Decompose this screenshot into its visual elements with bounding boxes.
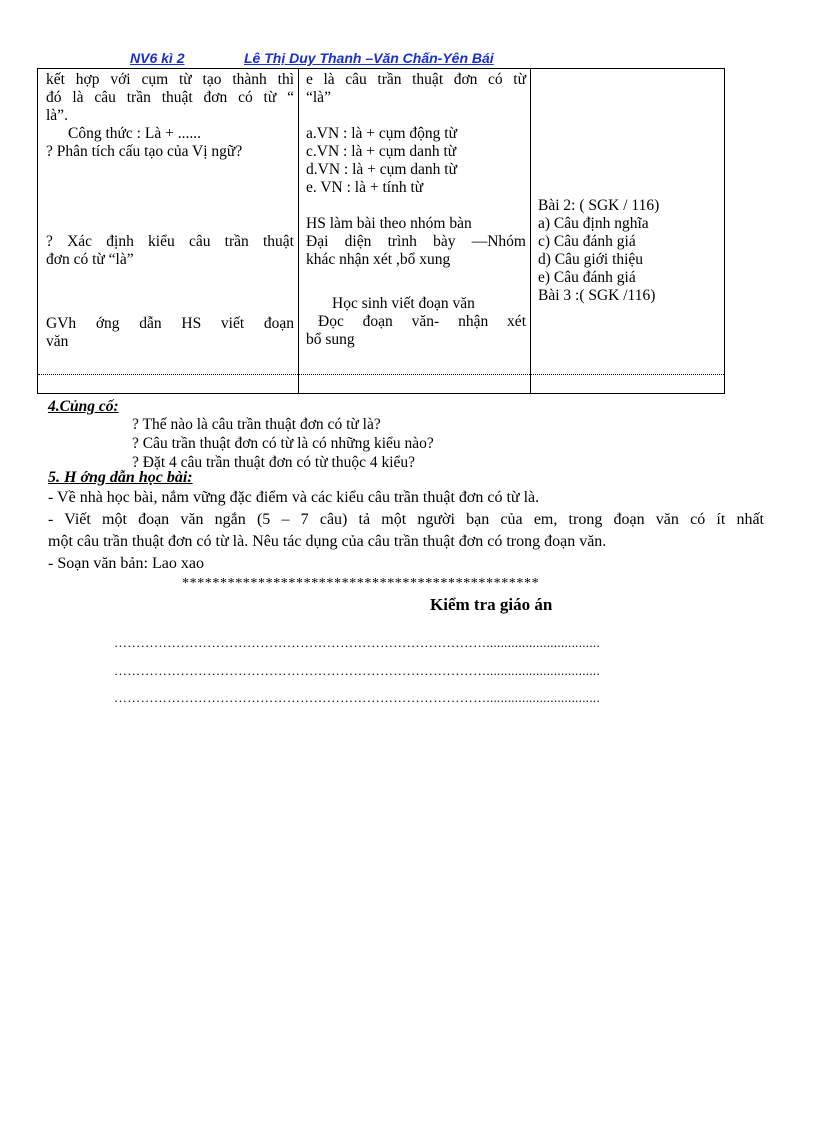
exercise-text: Bài 2: ( SGK / 116) — [538, 197, 660, 214]
exercise-text: e) Câu đánh giá — [538, 269, 636, 286]
instruction-text: một câu trần thuật đơn có từ là. Nêu tác dụng của câu trần thuật đơn có trong đoạn văn. — [48, 533, 607, 550]
column-divider — [530, 69, 531, 393]
table-text: khác nhận xét ,bổ xung — [306, 251, 451, 268]
table-text: GVh ớng dẫn HS viết đoạn — [46, 315, 294, 332]
lesson-table — [37, 68, 725, 394]
instruction-text: - Về nhà học bài, nắm vững đặc điểm và các kiểu câu trần thuật đơn có từ là. — [48, 489, 540, 506]
check-title: Kiểm tra giáo án — [430, 595, 553, 614]
exercise-text: c) Câu đánh giá — [538, 233, 636, 250]
instruction-text: - Soạn văn bản: Lao xao — [48, 555, 204, 572]
table-text: là”. — [46, 107, 68, 124]
table-text: văn — [46, 333, 69, 350]
table-text: e là câu trần thuật đơn có từ — [306, 71, 526, 88]
section-title: 5. H ớng dẫn học bài: — [48, 469, 193, 486]
section-huong-dan — [48, 469, 764, 575]
table-text: Đại diện trình bày —Nhóm — [306, 233, 526, 250]
exercise-text: Bài 3 :( SGK /116) — [538, 287, 656, 304]
table-text: e. VN : là + tính từ — [306, 179, 424, 196]
question-text: ? Đặt 4 câu trần thuật đơn có từ thuộc 4 kiểu? — [132, 454, 416, 471]
cung-co-questions — [132, 415, 434, 472]
question-text: đơn có từ “là” — [46, 251, 134, 268]
signature-line: …………………………………………………………………………................................ — [114, 635, 600, 650]
exercise-text: d) Câu giới thiệu — [538, 251, 644, 268]
row-divider — [38, 374, 724, 375]
star-divider: *********************************************** — [182, 576, 540, 591]
section-cung-co — [48, 397, 119, 416]
table-text: đó là câu trần thuật đơn có từ “ — [46, 89, 294, 106]
column-divider — [298, 69, 299, 393]
header-subject: NV6 kì 2 — [130, 50, 185, 66]
table-text: Học sinh viết đoạn văn — [332, 295, 475, 312]
table-col-exercises — [538, 197, 720, 305]
table-text: HS làm bài theo nhóm bàn — [306, 215, 472, 232]
table-col-teacher — [46, 71, 294, 351]
instruction-text: - Viết một đoạn văn ngắn (5 – 7 câu) tả một người bạn của em, trong đoạn văn có ít nhất — [48, 511, 764, 528]
header-author: Lê Thị Duy Thanh –Văn Chấn-Yên Bái — [244, 50, 494, 66]
exercise-text: a) Câu định nghĩa — [538, 215, 649, 232]
question-text: ? Xác định kiểu câu trần thuật — [46, 233, 294, 250]
table-text: c.VN : là + cụm danh từ — [306, 143, 457, 160]
question-text: ? Câu trần thuật đơn có từ là có những kiểu nào? — [132, 435, 434, 452]
signature-line: …………………………………………………………………………................................ — [114, 663, 600, 678]
table-text: kết hợp với cụm từ tạo thành thì — [46, 71, 294, 88]
question-text: ? Phân tích cấu tạo của Vị ngữ? — [46, 143, 243, 160]
section-title: 4.Củng cố: — [48, 398, 119, 415]
table-text: bổ sung — [306, 331, 355, 348]
question-text: ? Thế nào là câu trần thuật đơn có từ là? — [132, 416, 381, 433]
table-text: “là” — [306, 89, 331, 106]
page-header — [0, 50, 816, 70]
table-col-student — [306, 71, 526, 349]
formula-text: Công thức : Là + ...... — [68, 125, 201, 142]
table-text: a.VN : là + cụm động từ — [306, 125, 458, 142]
table-text: Đọc đoạn văn- nhận xét — [318, 313, 526, 330]
table-text: d.VN : là + cụm danh từ — [306, 161, 458, 178]
signature-line: …………………………………………………………………………................................ — [114, 690, 600, 705]
